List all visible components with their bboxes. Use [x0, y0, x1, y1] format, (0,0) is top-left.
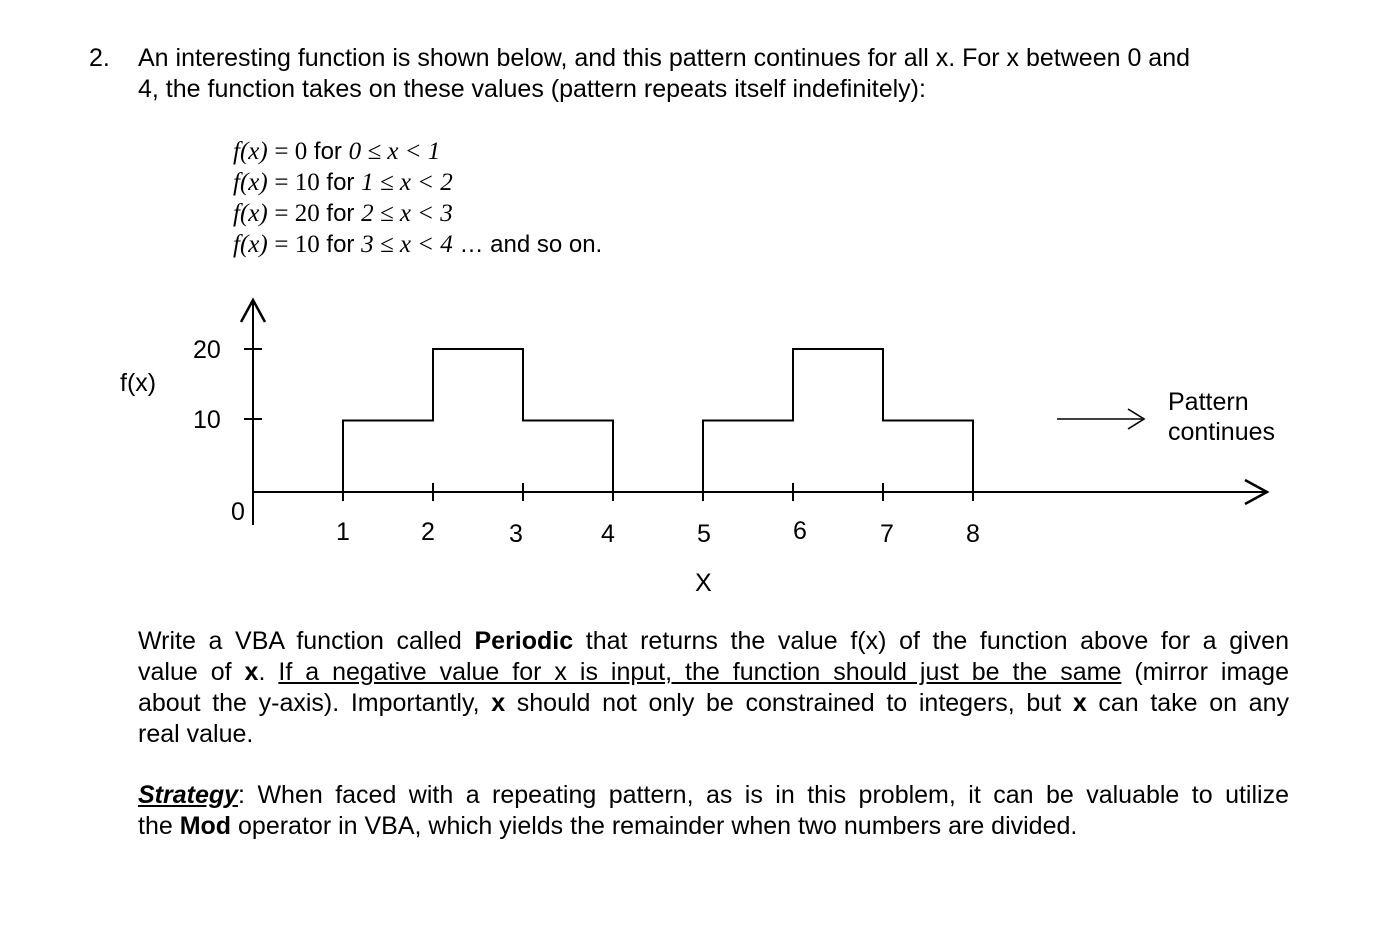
x-tick-label-4: 4 [601, 520, 615, 548]
equation-fx: f(x) [233, 169, 268, 196]
negative-input-note: If a negative value for x is input, the function should just be the same [278, 658, 1122, 686]
task-text: (mirror image [1121, 658, 1289, 686]
problem-number: 2. [89, 44, 110, 72]
task-text: . [258, 658, 279, 686]
equation-fx: f(x) [233, 138, 268, 165]
variable-x: x [1072, 689, 1087, 717]
strategy-text: When faced with a repeating pattern, as is in this problem, it can be valuable to utilize [245, 781, 1289, 809]
y-tick-label-10: 10 [193, 406, 221, 434]
intro-line-2: 4, the function takes on these values (pattern repeats itself indefinitely): [138, 75, 926, 103]
strategy-text: operator in VBA, which yields the remainder when two numbers are divided. [231, 812, 1078, 840]
x-tick-label-2: 2 [421, 518, 435, 546]
strategy-line-1 [138, 780, 1289, 811]
task-text: can take on any [1086, 689, 1289, 717]
x-tick-label-6: 6 [793, 517, 807, 545]
equation-value: = 0 [274, 138, 308, 165]
task-text: value of [138, 658, 245, 686]
equation-for: for [326, 231, 355, 258]
step-function-line [343, 349, 973, 492]
y-tick-label-0: 0 [231, 498, 245, 526]
task-text: about the y-axis). Importantly, [138, 689, 492, 717]
task-line-1 [138, 626, 1289, 657]
strategy-line-2 [138, 811, 1077, 842]
equation-for: for [326, 200, 355, 227]
task-text: that returns the value f(x) of the function above for a given [573, 627, 1289, 655]
task-line-2 [138, 657, 1289, 688]
equation-range: 2 ≤ x < 3 [361, 200, 453, 227]
pattern-annotation-line-1: Pattern [1168, 388, 1249, 416]
x-axis-label: X [695, 569, 712, 597]
equation-range: 0 ≤ x < 1 [348, 138, 441, 165]
equation-for: for [313, 138, 342, 165]
variable-x: x [244, 658, 259, 686]
mod-operator: Mod [179, 812, 232, 840]
y-axis-label: f(x) [120, 369, 157, 397]
x-tick-label-3: 3 [509, 520, 523, 548]
equation-fx: f(x) [233, 200, 268, 227]
x-tick-label-8: 8 [966, 520, 980, 548]
task-text: Write a VBA function called [138, 627, 475, 655]
pattern-annotation-line-2: continues [1168, 418, 1276, 446]
equation-value: = 10 [274, 231, 320, 258]
equation-range: 1 ≤ x < 2 [361, 169, 453, 196]
equation-range: 3 ≤ x < 4 [361, 231, 453, 258]
task-line-4: real value. [138, 720, 254, 748]
x-tick-label-7: 7 [880, 520, 894, 548]
equation-for: for [326, 169, 355, 196]
x-tick-label-5: 5 [697, 520, 711, 548]
equation-value: = 10 [274, 169, 320, 196]
equation-suffix: … and so on. [459, 231, 603, 258]
task-line-3 [138, 688, 1289, 719]
intro-line-1: An interesting function is shown below, and this pattern continues for all x. For x between 0 and [138, 44, 1191, 72]
strategy-text: the [138, 812, 180, 840]
equation-value: = 20 [274, 200, 320, 227]
strategy-colon: : [238, 781, 245, 809]
equation-fx: f(x) [233, 231, 268, 258]
y-tick-label-20: 20 [193, 336, 221, 364]
variable-x: x [491, 689, 506, 717]
function-name: Periodic [474, 627, 574, 655]
strategy-label: Strategy [138, 781, 239, 809]
x-tick-label-1: 1 [336, 518, 350, 546]
task-text: should not only be constrained to integers, but [505, 689, 1073, 717]
